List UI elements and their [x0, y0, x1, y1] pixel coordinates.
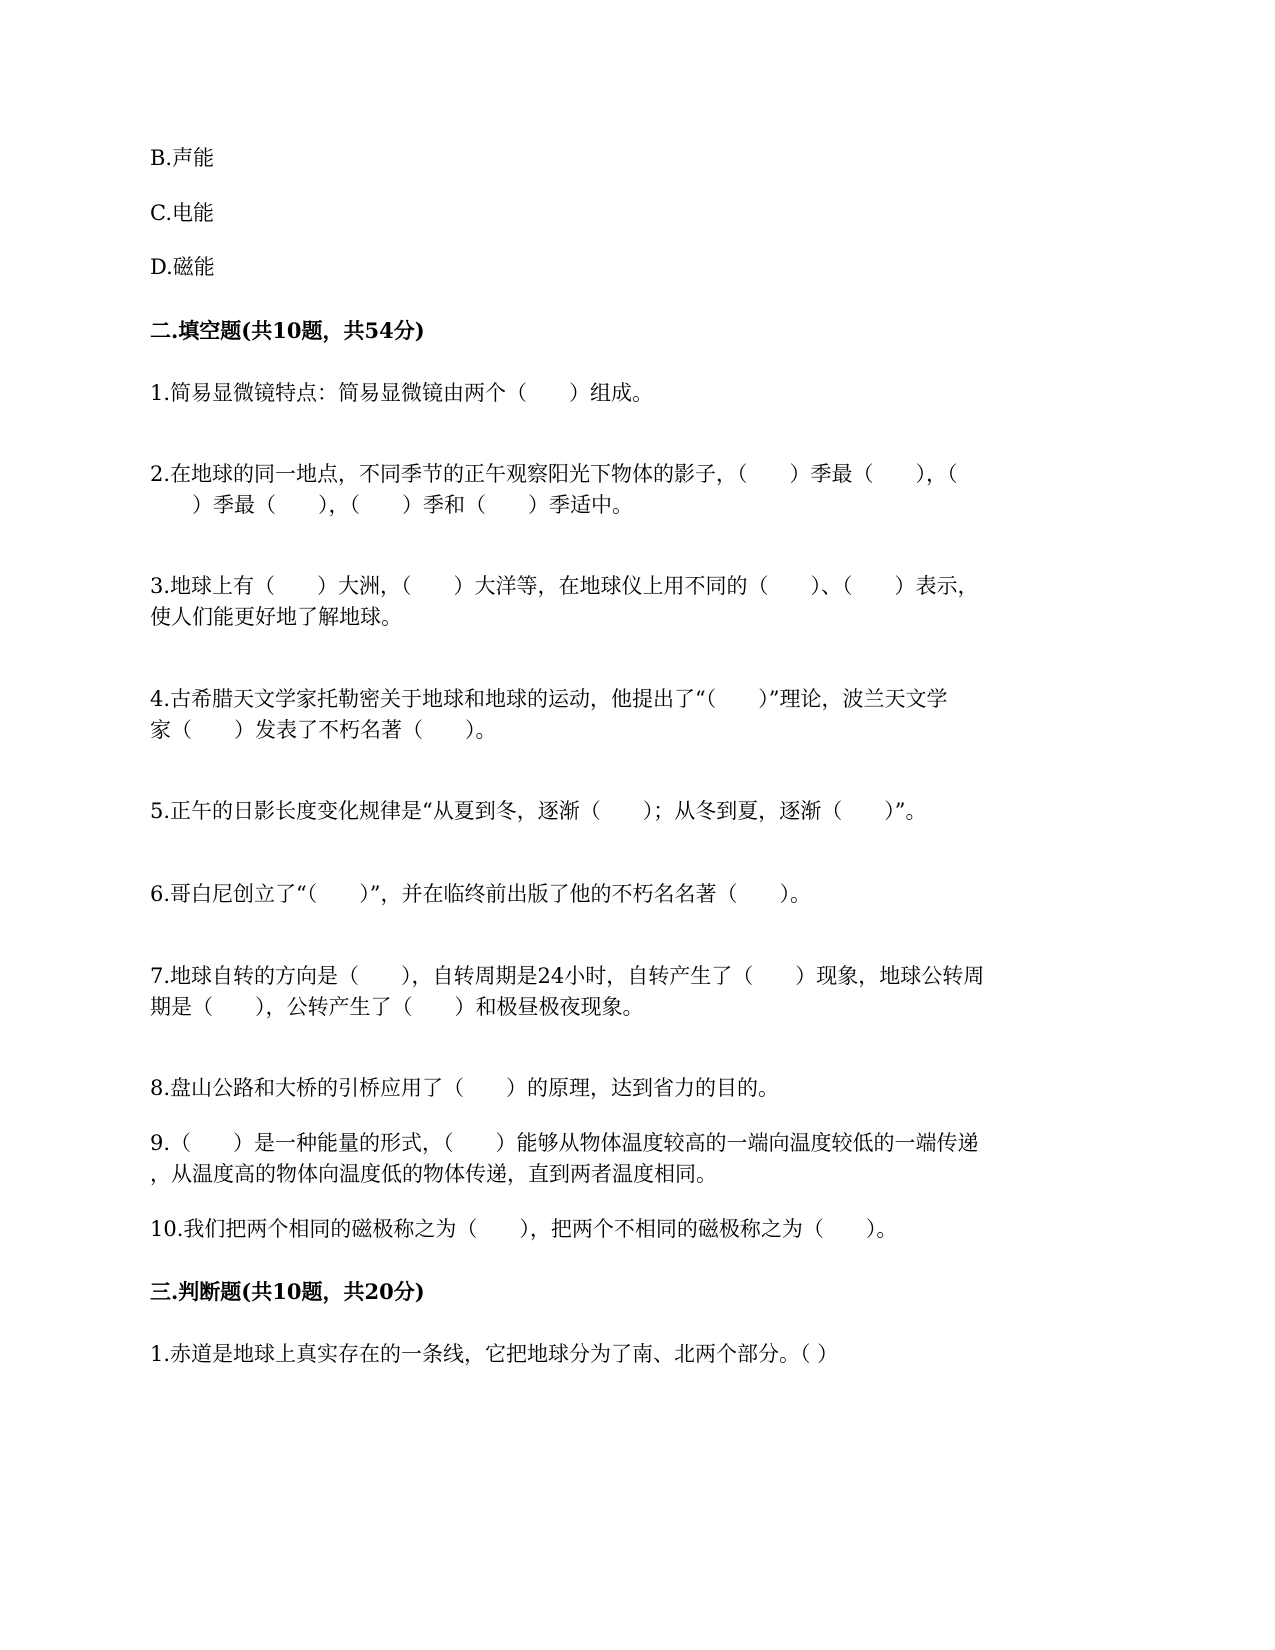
fill-question-5-line-1: 5.正午的日影长度变化规律是“从夏到冬，逐渐（ ）；从冬到夏，逐渐（ ）”。 [150, 799, 927, 823]
fill-question-4-line-2: 家（ ）发表了不朽名著（ ）。 [150, 718, 497, 742]
fill-question-6-line-1: 6.哥白尼创立了“（ ）”，并在临终前出版了他的不朽名名著（ ）。 [150, 882, 812, 906]
fill-question-9-line-1: 9.（ ）是一种能量的形式，（ ）能够从物体温度较高的一端向温度较低的一端传递 [150, 1131, 979, 1155]
fill-question-3-line-2: 使人们能更好地了解地球。 [150, 605, 402, 629]
fill-question-10-line-1: 10.我们把两个相同的磁极称之为（ ），把两个不相同的磁极称之为（ ）。 [150, 1217, 898, 1241]
option-b: B.声能 [150, 146, 215, 170]
fill-question-9-line-2: ，从温度高的物体向温度低的物体传递，直到两者温度相同。 [150, 1162, 717, 1186]
fill-question-7-line-1: 7.地球自转的方向是（ ），自转周期是24小时，自转产生了（ ）现象，地球公转周 [150, 964, 985, 988]
section-heading-fill-in-blank: 二.填空题(共10题，共54分) [150, 318, 425, 343]
option-c: C.电能 [150, 201, 214, 225]
judge-question-1-line-1: 1.赤道是地球上真实存在的一条线，它把地球分为了南、北两个部分。（ ） [150, 1342, 839, 1366]
fill-question-4-line-1: 4.古希腊天文学家托勒密关于地球和地球的运动，他提出了“（ ）”理论，波兰天文学 [150, 687, 948, 711]
fill-question-1-line-1: 1.简易显微镜特点：简易显微镜由两个（ ）组成。 [150, 381, 654, 405]
fill-question-2-line-2: ）季最（ ），（ ）季和（ ）季适中。 [150, 493, 633, 517]
fill-question-8-line-1: 8.盘山公路和大桥的引桥应用了（ ）的原理，达到省力的目的。 [150, 1076, 780, 1100]
fill-question-3-line-1: 3.地球上有（ ）大洲，（ ）大洋等，在地球仪上用不同的（ ）、（ ）表示， [150, 574, 979, 598]
option-d: D.磁能 [150, 255, 215, 279]
fill-question-2-line-1: 2.在地球的同一地点，不同季节的正午观察阳光下物体的影子，（ ）季最（ ），（ [150, 462, 958, 486]
fill-question-7-line-2: 期是（ ），公转产生了（ ）和极昼极夜现象。 [150, 995, 644, 1019]
section-heading-true-false: 三.判断题(共10题，共20分) [150, 1279, 425, 1304]
